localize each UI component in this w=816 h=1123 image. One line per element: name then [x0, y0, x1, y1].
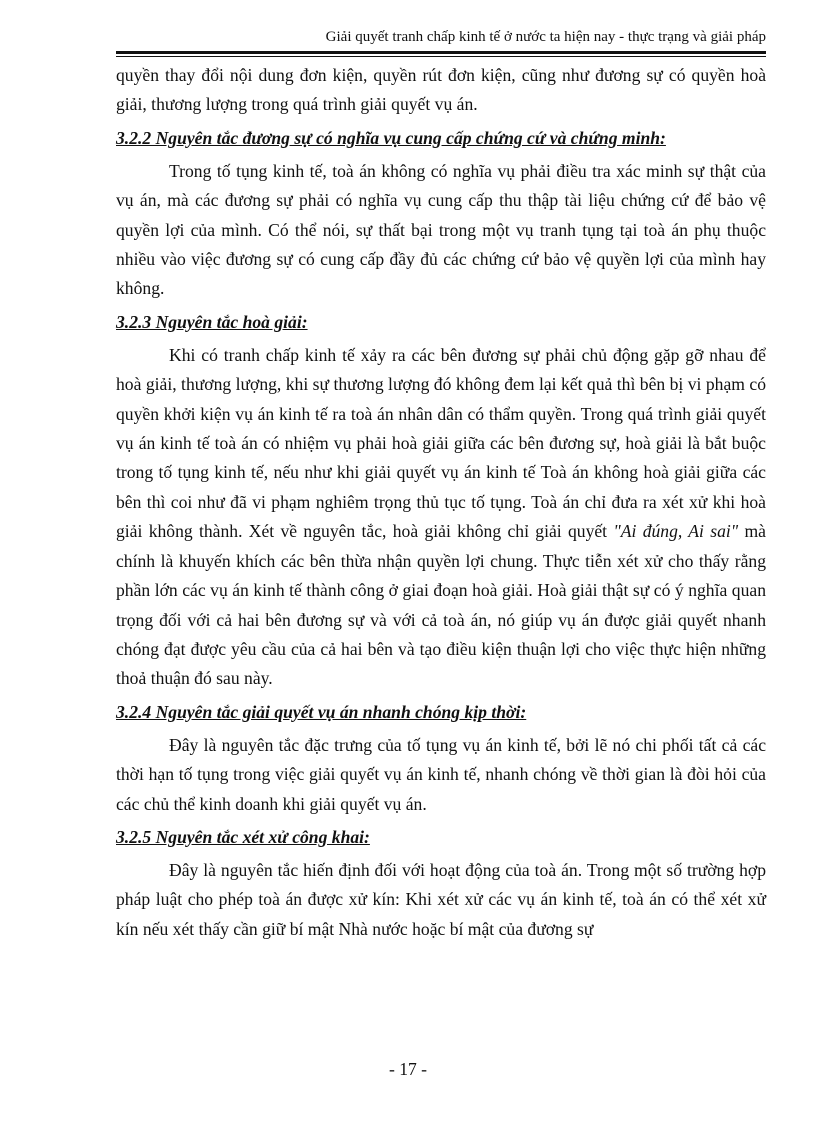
section-heading-3-2-5: 3.2.5 Nguyên tắc xét xử công khai: [116, 826, 370, 847]
section-paragraph-3-2-4: Đây là nguyên tắc đặc trưng của tố tụng vụ án kinh tế, bởi lẽ nó chi phối tất cả các thời hạn tố tụng trong việc giải quyết vụ án kinh tế, nhanh chóng về thời gian là đòi hỏi của các chủ thể kinh doanh khi giải quyết vụ án. [116, 734, 766, 814]
header-rule [116, 51, 766, 57]
running-header: Giải quyết tranh chấp kinh tế ở nước ta hiện nay - thực trạng và giải pháp [325, 29, 766, 45]
section-paragraph-3-2-3 [116, 341, 766, 694]
page-content [116, 61, 766, 944]
section-paragraph-3-2-2: Trong tố tụng kinh tế, toà án không có nghĩa vụ phải điều tra xác minh sự thật của vụ án, mà các đương sự phải có nghĩa vụ cung cấp thu thập tài liệu chứng cứ để bảo vệ quyền lợi của mình. Có thể nói, sự thất bại trong một vụ tranh tụng tại toà án phụ thuộc nhiều vào việc đương sự có cung cấp đầy đủ các chứng cứ bảo vệ quyền lợi của mình hay không. [116, 160, 766, 299]
italic-quote: "Ai đúng, Ai sai" [613, 521, 739, 542]
page-number: - 17 - [388, 1059, 428, 1079]
paragraph-text-part: Khi có tranh chấp kinh tế xảy ra các bên đương sự phải chủ động gặp gỡ nhau để hoà giải, thương lượng, khi sự thương lượng đó không đem lại kết quả thì bên bị vi phạm có quyền khởi kiện vụ án kinh tế ra toà án nhân dân có thẩm quyền. Trong quá trình giải quyết vụ án kinh tế toà án có nhiệm vụ phải hoà giải giữa các bên đương sự, hoà giải là bắt buộc trong tố tụng kinh tế, nếu như khi giải quyết vụ án kinh tế Toà án không hoà giải giữa các bên thì coi như đã vi phạm nghiêm trọng thủ tục tố tụng. Toà án chỉ đưa ra xét xử khi hoà giải không thành. Xét về nguyên tắc, hoà giải không chỉ giải quyết [116, 344, 766, 542]
intro-paragraph: quyền thay đổi nội dung đơn kiện, quyền rút đơn kiện, cũng như đương sự có quyền hoà giải, thương lượng trong quá trình giải quyết vụ án. [116, 65, 766, 115]
paragraph-text-part: mà chính là khuyến khích các bên thừa nhận quyền lợi chung. Thực tiễn xét xử cho thấy rằng phần lớn các vụ án kinh tế thành công ở giai đoạn hoà giải. Hoà giải thật sự có ý nghĩa quan trọng đối với cả hai bên đương sự và với cả toà án, nó giúp vụ án được giải quyết nhanh chóng đạt được yêu cầu của cả hai bên và tạo điều kiện thuận lợi cho việc thực hiện những thoả thuận đó sau này. [116, 521, 766, 689]
section-paragraph-3-2-5: Đây là nguyên tắc hiến định đối với hoạt động của toà án. Trong một số trường hợp pháp luật cho phép toà án được xử kín: Khi xét xử các vụ án kinh tế, toà án có thể xét xử kín nếu xét thấy cần giữ bí mật Nhà nước hoặc bí mật của đương sự [116, 859, 766, 939]
section-heading-3-2-2: 3.2.2 Nguyên tắc đương sự có nghĩa vụ cung cấp chứng cứ và chứng minh: [116, 127, 666, 148]
section-heading-3-2-4: 3.2.4 Nguyên tắc giải quyết vụ án nhanh chóng kịp thời: [116, 701, 527, 722]
section-heading-3-2-3: 3.2.3 Nguyên tắc hoà giải: [116, 311, 308, 332]
